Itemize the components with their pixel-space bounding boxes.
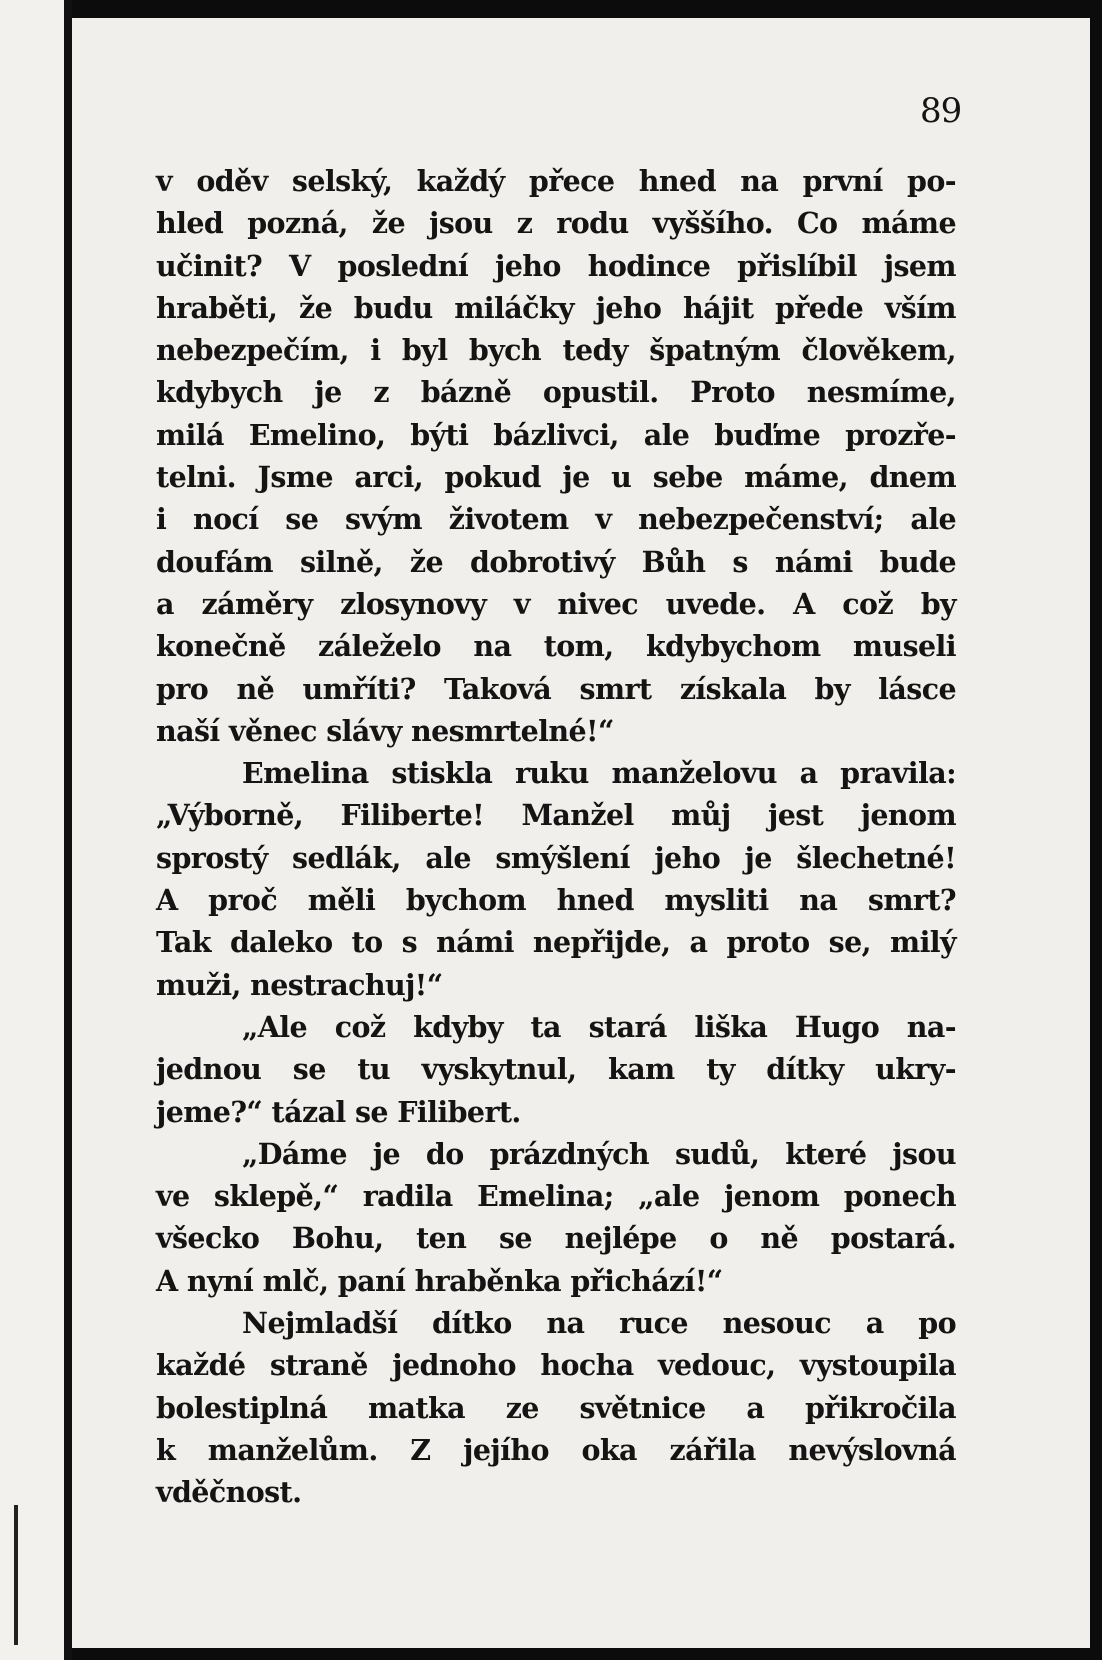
text-line: hraběti, že budu miláčky jeho hájit přede vším bbox=[156, 290, 956, 325]
text-line: k manželům. Z jejího oka zářila nevýslovná bbox=[156, 1432, 956, 1467]
text-line: konečně záleželo na tom, kdybychom museli bbox=[156, 629, 956, 664]
text-line: „Ale což kdyby ta stará liška Hugo na- bbox=[242, 1009, 956, 1044]
text-line: v oděv selský, každý přece hned na první po- bbox=[156, 164, 956, 198]
text-line: jednou se tu vyskytnul, kam ty dítky ukry- bbox=[156, 1052, 956, 1087]
text-line: A proč měli bychom hned mysliti na smrt? bbox=[156, 883, 956, 918]
text-line: milá Emelino, býti bázlivci, ale buďme prozře- bbox=[156, 417, 956, 452]
text-line: učinit? V poslední jeho hodince přislíbil jsem bbox=[156, 248, 956, 283]
text-line: Nejmladší dítko na ruce nesouc a po bbox=[242, 1306, 956, 1341]
text-line: a záměry zlosynovy v nivec uvede. A což by bbox=[156, 586, 956, 621]
text-line: A nyní mlč, paní hraběnka přichází!“ bbox=[156, 1263, 723, 1298]
text-line: sprostý sedlák, ale smýšlení jeho je šlechetné! bbox=[156, 840, 956, 875]
text-line: telni. Jsme arci, pokud je u sebe máme, dnem bbox=[156, 460, 956, 495]
text-line: nebezpečím, i byl bych tedy špatným člověkem, bbox=[156, 333, 956, 368]
text-line: vděčnost. bbox=[156, 1475, 302, 1510]
text-line: naší věnec slávy nesmrtelné!“ bbox=[156, 713, 614, 748]
page-edge bbox=[64, 0, 72, 1660]
text-line: jeme?“ tázal se Filibert. bbox=[156, 1094, 521, 1129]
text-line: hled pozná, že jsou z rodu vyššího. Co máme bbox=[156, 206, 956, 241]
text-line: ve sklepě,“ radila Emelina; „ale jenom ponech bbox=[156, 1179, 956, 1214]
text-line: kdybych je z bázně opustil. Proto nesmíme, bbox=[156, 375, 956, 410]
text-line: doufám silně, že dobrotivý Bůh s námi bude bbox=[156, 544, 956, 579]
text-line: muži, nestrachuj!“ bbox=[156, 967, 443, 1002]
text-line: „Dáme je do prázdných sudů, které jsou bbox=[242, 1136, 956, 1171]
text-line: pro ně umříti? Taková smrt získala by lásce bbox=[156, 671, 956, 706]
text-line: každé straně jednoho hocha vedouc, vystoupila bbox=[156, 1348, 956, 1383]
binding-mark bbox=[14, 1505, 18, 1645]
text-line: všecko Bohu, ten se nejlépe o ně postará. bbox=[156, 1221, 956, 1256]
text-line: bolestiplná matka ze světnice a přikročila bbox=[156, 1390, 956, 1425]
text-line: „Výborně, Filiberte! Manžel můj jest jenom bbox=[156, 798, 956, 833]
left-gutter bbox=[0, 0, 72, 1660]
body-text bbox=[156, 160, 956, 1514]
page-number: 89 bbox=[920, 91, 962, 131]
text-line: Emelina stiskla ruku manželovu a pravila: bbox=[242, 756, 956, 791]
text-line: i nocí se svým životem v nebezpečenství; ale bbox=[156, 502, 956, 537]
text-line: Tak daleko to s námi nepřijde, a proto se, milý bbox=[156, 925, 956, 960]
